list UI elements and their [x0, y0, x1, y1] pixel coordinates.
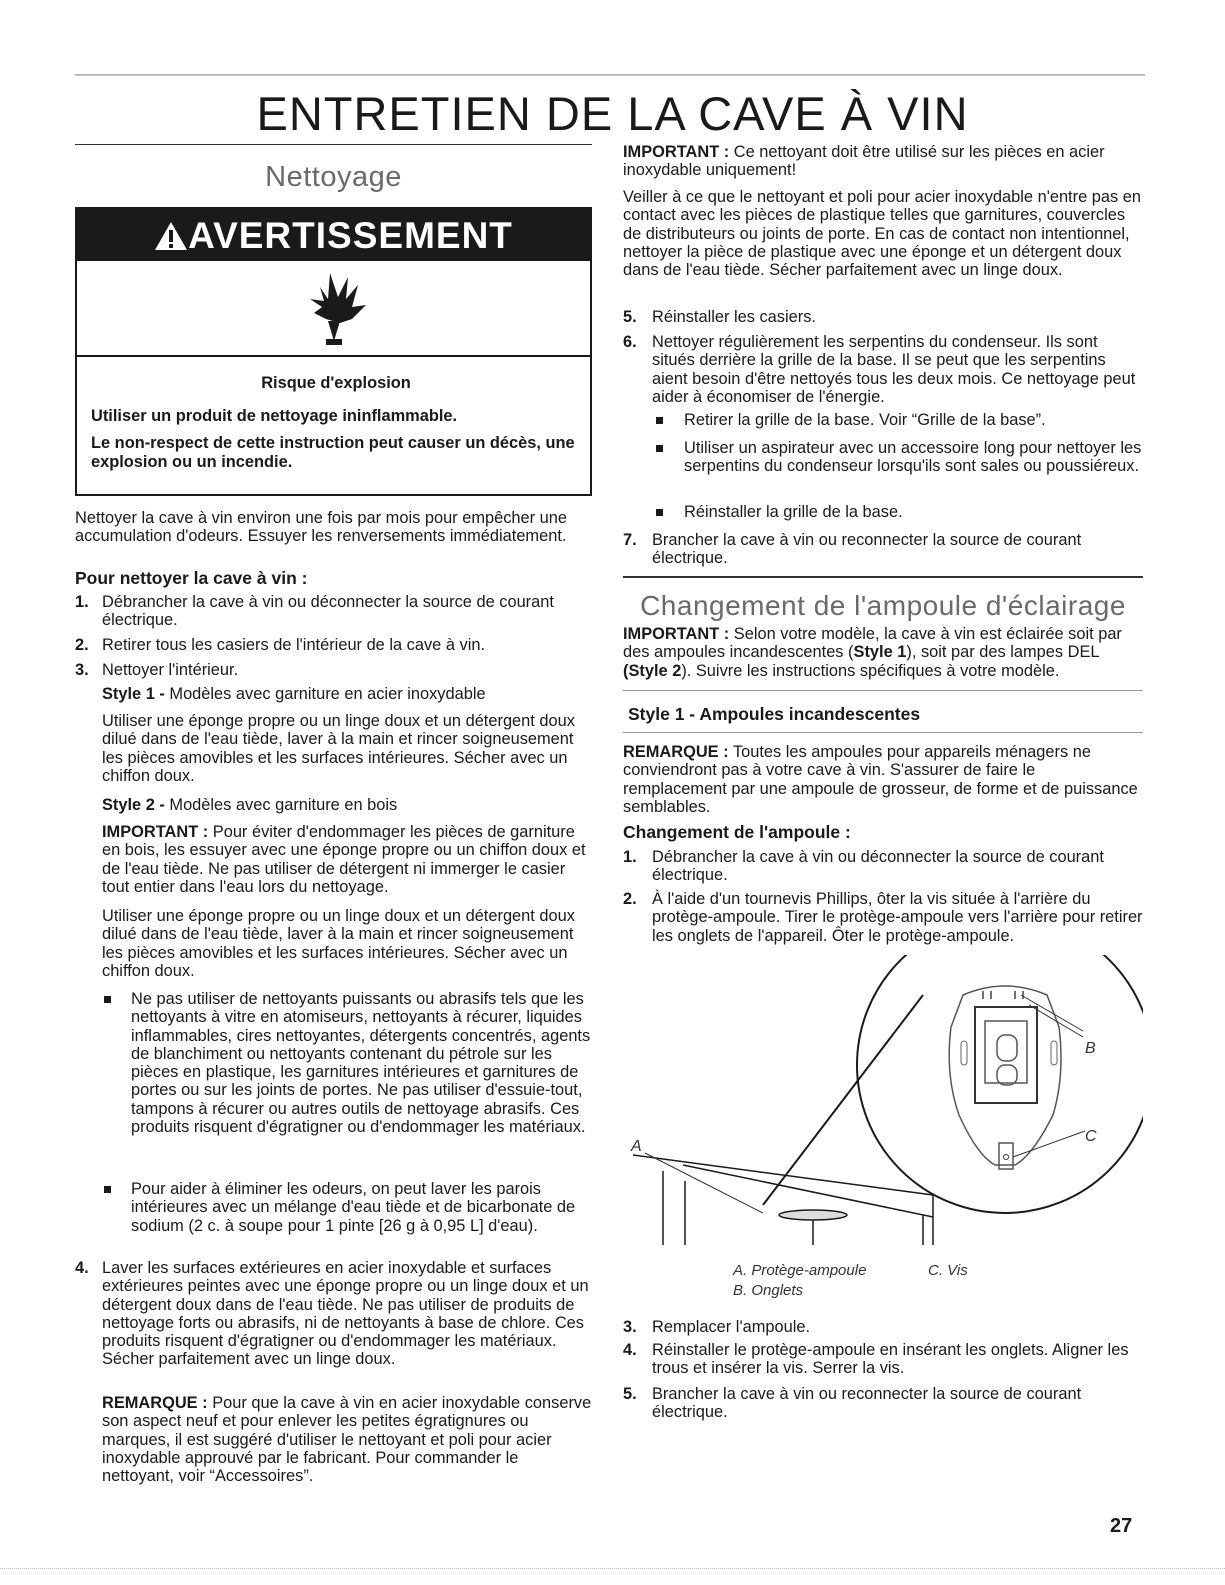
bullet-icon — [656, 445, 663, 452]
bullet-icon — [656, 417, 663, 424]
step-number: 1. — [623, 848, 637, 866]
warning-line-1: Utiliser un produit de nettoyage ininflammable. — [91, 407, 458, 425]
page-title: ENTRETIEN DE LA CAVE À VIN — [256, 87, 969, 140]
remarque-label: REMARQUE : — [102, 1394, 208, 1412]
style2-important-text: Pour éviter d'endommager les pièces de garniture en bois, les essuyer avec une éponge propre ou un chiffon doux et de l'eau tiède. Ne pas utiliser de détergent ni immerger le casier tout entier dans l'eau lors du nettoyage. — [102, 823, 586, 896]
ampoule-remarque-body: Toutes les ampoules pour appareils ménagers ne conviendront pas à votre cave à vin. S'assurer de faire le remplacement par une ampoule de grosseur, de forme et de puissance semblables. — [623, 743, 1138, 816]
bullet-text: Utiliser un aspirateur avec un accessoire long pour nettoyer les serpentins du condenseur lorsqu'ils sont sales ou poussiéreux. — [684, 439, 1142, 476]
section-rule — [623, 576, 1143, 578]
bullet-icon — [104, 1186, 111, 1193]
step-number: 2. — [623, 890, 637, 908]
bullet-icon — [656, 509, 663, 516]
warning-text — [91, 374, 581, 480]
step-text: Nettoyer l'intérieur. — [102, 661, 239, 679]
style1-text: Utiliser une éponge propre ou un linge doux et un détergent doux dilué dans de l'eau tiède, laver à la main et rincer soigneusement les pièces amovibles et les surfaces intérieures. Sécher avec un chiffon doux. — [102, 712, 575, 785]
step-text: Réinstaller les casiers. — [652, 308, 816, 326]
style1-heading: Style 1 - Ampoules incandescentes — [628, 704, 921, 724]
caption-a: A. Protège-ampoule — [733, 1262, 867, 1279]
section-rule — [75, 144, 592, 145]
step-text: Remplacer l'ampoule. — [652, 1318, 810, 1336]
style1-label: Style 1 - — [102, 685, 165, 703]
bullet-text: Retirer la grille de la base. Voir “Grille de la base”. — [684, 411, 1046, 429]
style2-label: Style 2 - — [102, 796, 165, 814]
style2-ref: (Style 2 — [623, 661, 682, 680]
bottom-rule — [0, 1568, 1225, 1569]
cleaning-subhead: Pour nettoyer la cave à vin : — [75, 568, 308, 588]
bullet-text: Ne pas utiliser de nettoyants puissants ou abrasifs tels que les nettoyants à vitre en atomiseurs, nettoyants à récurer, liquides inflammables, cires nettoyantes, détergents concentrés, agents de blanchiment ou nettoyants contenant du pétrole sur les pièces en plastique, les garnitures intérieures et garnitures de portes ou sur les joints de portes. Ne pas utiliser d'essuie-tout, tampons à récurer ou autres outils de nettoyage abrasifs. Ces produits risquent d'égratigner ou d'endommager les matériaux. — [131, 990, 591, 1137]
ampoule-subhead: Changement de l'ampoule : — [623, 822, 851, 842]
page-number: 27 — [1110, 1515, 1133, 1537]
section-title-ampoule: Changement de l'ampoule d'éclairage — [640, 590, 1126, 621]
bullet-text: Pour aider à éliminer les odeurs, on peut laver les parois intérieures avec un mélange d'eau tiède et de bicarbonate de sodium (2 c. à soupe pour 1 pinte [26 g à 0,95 L] d'eau). — [131, 1180, 576, 1235]
style2-important — [102, 823, 592, 896]
label-b: B — [1085, 1040, 1096, 1057]
ampoule-important-part: ). Suivre les instructions spécifiques à votre modèle. — [681, 661, 1060, 680]
section-title-nettoyage: Nettoyage — [265, 161, 402, 193]
intro-text: Nettoyer la cave à vin environ une fois par mois pour empêcher une accumulation d'odeurs. Essuyer les renversements immédiatement. — [75, 509, 567, 546]
warning-divider — [77, 355, 590, 357]
step-text: Nettoyer régulièrement les serpentins du condenseur. Ils sont situés derrière la grille de la base. Il se peut que les serpentins aient besoin d'être nettoyés tous les deux mois. Ce nettoyage peut aider à économiser de l'énergie. — [652, 333, 1136, 406]
step-number: 3. — [623, 1318, 637, 1336]
warning-line-2: Le non-respect de cette instruction peut causer un décès, une explosion ou un incendie. — [91, 434, 575, 471]
ampoule-important-part: ), soit par des lampes DEL — [906, 643, 1099, 662]
remarque-body: Pour que la cave à vin en acier inoxydable conserve son aspect neuf et pour enlever les petites égratignures ou marques, il est suggéré d'utiliser le nettoyant et poli pour acier inoxydable approuvé par le fabricant. Pour commander le nettoyant, voir “Accessoires”. — [102, 1394, 592, 1486]
top-rule — [75, 74, 1145, 76]
warning-risk: Risque d'explosion — [261, 374, 411, 392]
heading-rule — [623, 690, 1143, 691]
light-shield-diagram — [623, 955, 1143, 1245]
style2-desc: Modèles avec garniture en bois — [164, 796, 398, 814]
step-text: Débrancher la cave à vin ou déconnecter la source de courant électrique. — [102, 593, 554, 630]
step-number: 3. — [75, 661, 89, 679]
step-number: 2. — [75, 636, 89, 654]
step-text: Retirer tous les casiers de l'intérieur de la cave à vin. — [102, 636, 486, 654]
step-number: 1. — [75, 593, 89, 611]
style2-line — [102, 796, 592, 814]
warning-box — [75, 207, 592, 496]
step-text: Brancher la cave à vin ou reconnecter la source de courant électrique. — [652, 531, 1082, 568]
step-number: 5. — [623, 308, 637, 326]
bullet-icon — [104, 996, 111, 1003]
step-number: 4. — [623, 1341, 637, 1359]
heading-rule — [623, 732, 1143, 733]
style2-text: Utiliser une éponge propre ou un linge doux et un détergent doux dilué dans de l'eau tiède, laver à la main et rincer soigneusement les pièces amovibles et les surfaces intérieures. Sécher avec un chiffon doux. — [102, 907, 575, 980]
style1-line — [102, 685, 592, 703]
warning-header — [77, 209, 590, 261]
veiller-text: Veiller à ce que le nettoyant et poli pour acier inoxydable n'entre pas en contact avec les pièces de plastique telles que garnitures, couvercles de distributeurs ou joints de porte. En cas de contact non intentionnel, nettoyer la pièce de plastique avec une éponge et un détergent doux dans de l'eau tiède. Sécher parfaitement avec un linge doux. — [623, 188, 1141, 280]
warning-header-label: AVERTISSEMENT — [188, 215, 513, 256]
step-number: 4. — [75, 1259, 89, 1277]
important-text — [623, 143, 1143, 180]
remarque-text — [102, 1394, 592, 1485]
warning-triangle-icon — [154, 212, 188, 266]
ampoule-remarque-label: REMARQUE : — [623, 743, 729, 761]
explosion-icon — [300, 269, 372, 354]
step-number: 5. — [623, 1385, 637, 1403]
caption-c: C. Vis — [928, 1262, 968, 1279]
style1-ref: Style 1 — [853, 643, 907, 662]
step-text: À l'aide d'un tournevis Phillips, ôter la vis située à l'arrière du protège-ampoule. Tirer le protège-ampoule vers l'arrière pour retirer les onglets de l'appareil. Ôter le protège-ampoule. — [652, 890, 1143, 945]
ampoule-remarque — [623, 743, 1143, 816]
style2-important-label: IMPORTANT : — [102, 823, 209, 841]
step-text: Laver les surfaces extérieures en acier inoxydable et surfaces extérieures peintes avec une éponge propre ou un linge doux et un détergent doux dans de l'eau tiède. Ne pas utiliser de produits de nettoyage forts ou abrasifs, ni de nettoyants à base de chlore. Ces produits risquent d'égratigner ou d'endommager les matériaux. Sécher parfaitement avec un linge doux. — [102, 1259, 589, 1369]
ampoule-important — [623, 625, 1143, 680]
caption-b: B. Onglets — [733, 1282, 804, 1299]
label-c: C — [1085, 1128, 1097, 1145]
step-number: 6. — [623, 333, 637, 351]
bullet-text: Réinstaller la grille de la base. — [684, 503, 903, 521]
label-a: A — [631, 1138, 642, 1155]
step-text: Brancher la cave à vin ou reconnecter la source de courant électrique. — [652, 1385, 1082, 1422]
ampoule-important-label: IMPORTANT : — [623, 625, 730, 643]
step-number: 7. — [623, 531, 637, 549]
important-body: Ce nettoyant doit être utilisé sur les pièces en acier inoxydable uniquement! — [623, 143, 1105, 180]
ampoule-important-part: Selon votre modèle, la cave à vin est éclairée soit par des ampoules incandescentes ( — [623, 625, 1122, 662]
step-text: Réinstaller le protège-ampoule en insérant les onglets. Aligner les trous et insérer la vis. Serrer la vis. — [652, 1341, 1129, 1378]
step-text: Débrancher la cave à vin ou déconnecter la source de courant électrique. — [652, 848, 1104, 885]
important-label: IMPORTANT : — [623, 143, 730, 161]
style1-desc: Modèles avec garniture en acier inoxydable — [164, 685, 486, 703]
